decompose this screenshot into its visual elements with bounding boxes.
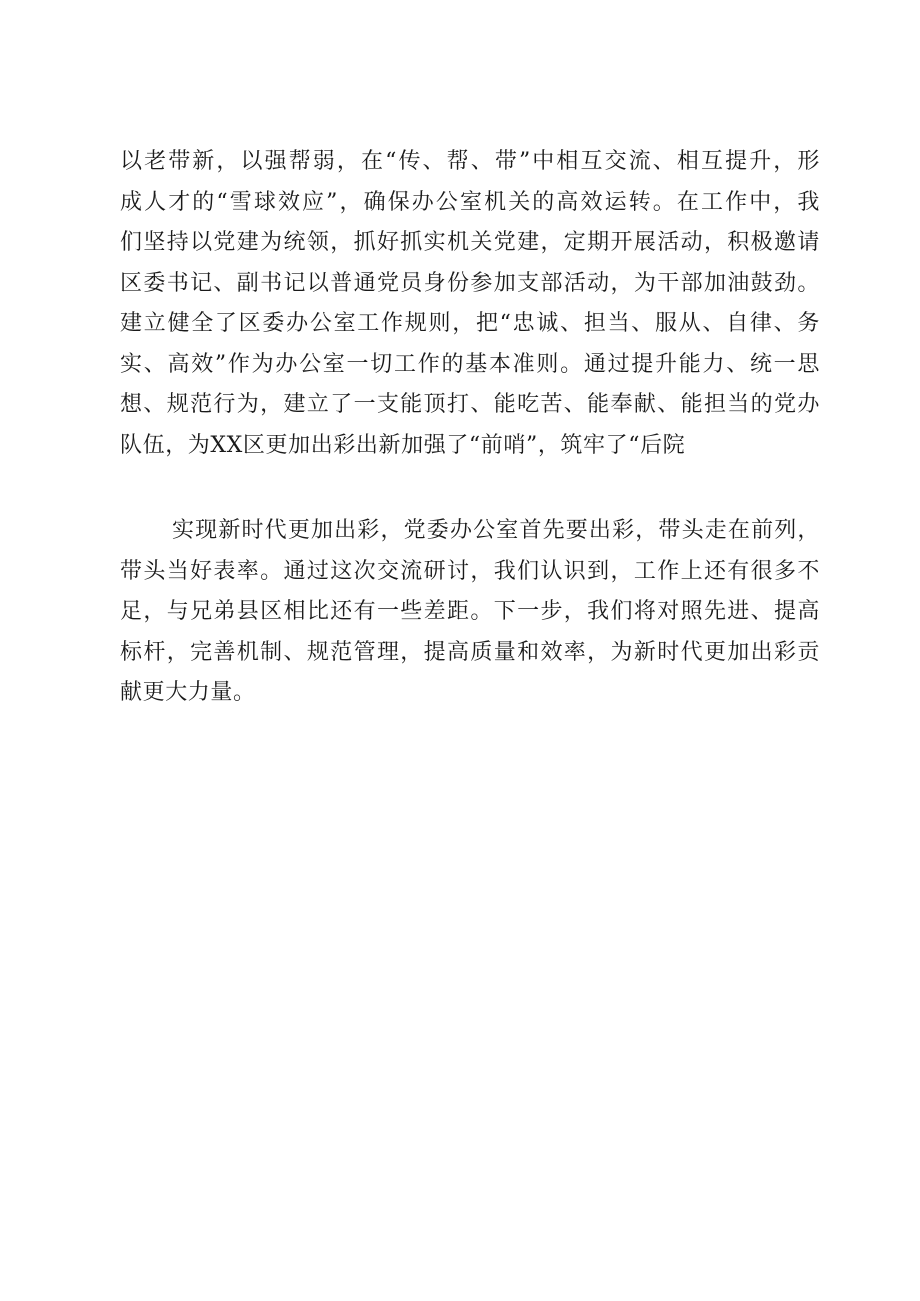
paragraph-line: 队伍，为XX区更加出彩出新加强了“前哨”，筑牢了“后院 <box>120 432 686 458</box>
paragraph-line: 标杆，完善机制、规范管理，提高质量和效率，为新时代更加出彩贡 <box>120 639 820 665</box>
paragraph-1 <box>120 142 820 466</box>
paragraph-line: 以老带新，以强帮弱，在“传、帮、带”中相互交流、相互提升，形 <box>120 149 820 174</box>
paragraph-line: 带头当好表率。通过这次交流研讨，我们认识到，工作上还有很多不 <box>120 558 820 584</box>
paragraph-line: 足，与兄弟县区相比还有一些差距。下一步，我们将对照先进、提高 <box>120 599 820 624</box>
paragraph-2 <box>120 511 820 714</box>
paragraph-line: 想、规范行为，建立了一支能顶打、能吃苦、能奉献、能担当的党办 <box>120 392 820 417</box>
paragraph-line: 献更大力量。 <box>120 680 256 705</box>
paragraph-line: 实、高效”作为办公室一切工作的基本准则。通过提升能力、统一思 <box>120 351 820 377</box>
paragraph-line: 成人才的“雪球效应”，确保办公室机关的高效运转。在工作中，我 <box>120 189 820 215</box>
paragraph-line: 建立健全了区委办公室工作规则，把“忠诚、担当、服从、自律、务 <box>120 311 820 336</box>
paragraph-line: 实现新时代更加出彩，党委办公室首先要出彩，带头走在前列， <box>172 518 820 543</box>
paragraph-line: 们坚持以党建为统领，抓好抓实机关党建，定期开展活动，积极邀请 <box>120 230 820 255</box>
paragraph-line: 区委书记、副书记以普通党员身份参加支部活动，为干部加油鼓劲。 <box>120 270 820 296</box>
